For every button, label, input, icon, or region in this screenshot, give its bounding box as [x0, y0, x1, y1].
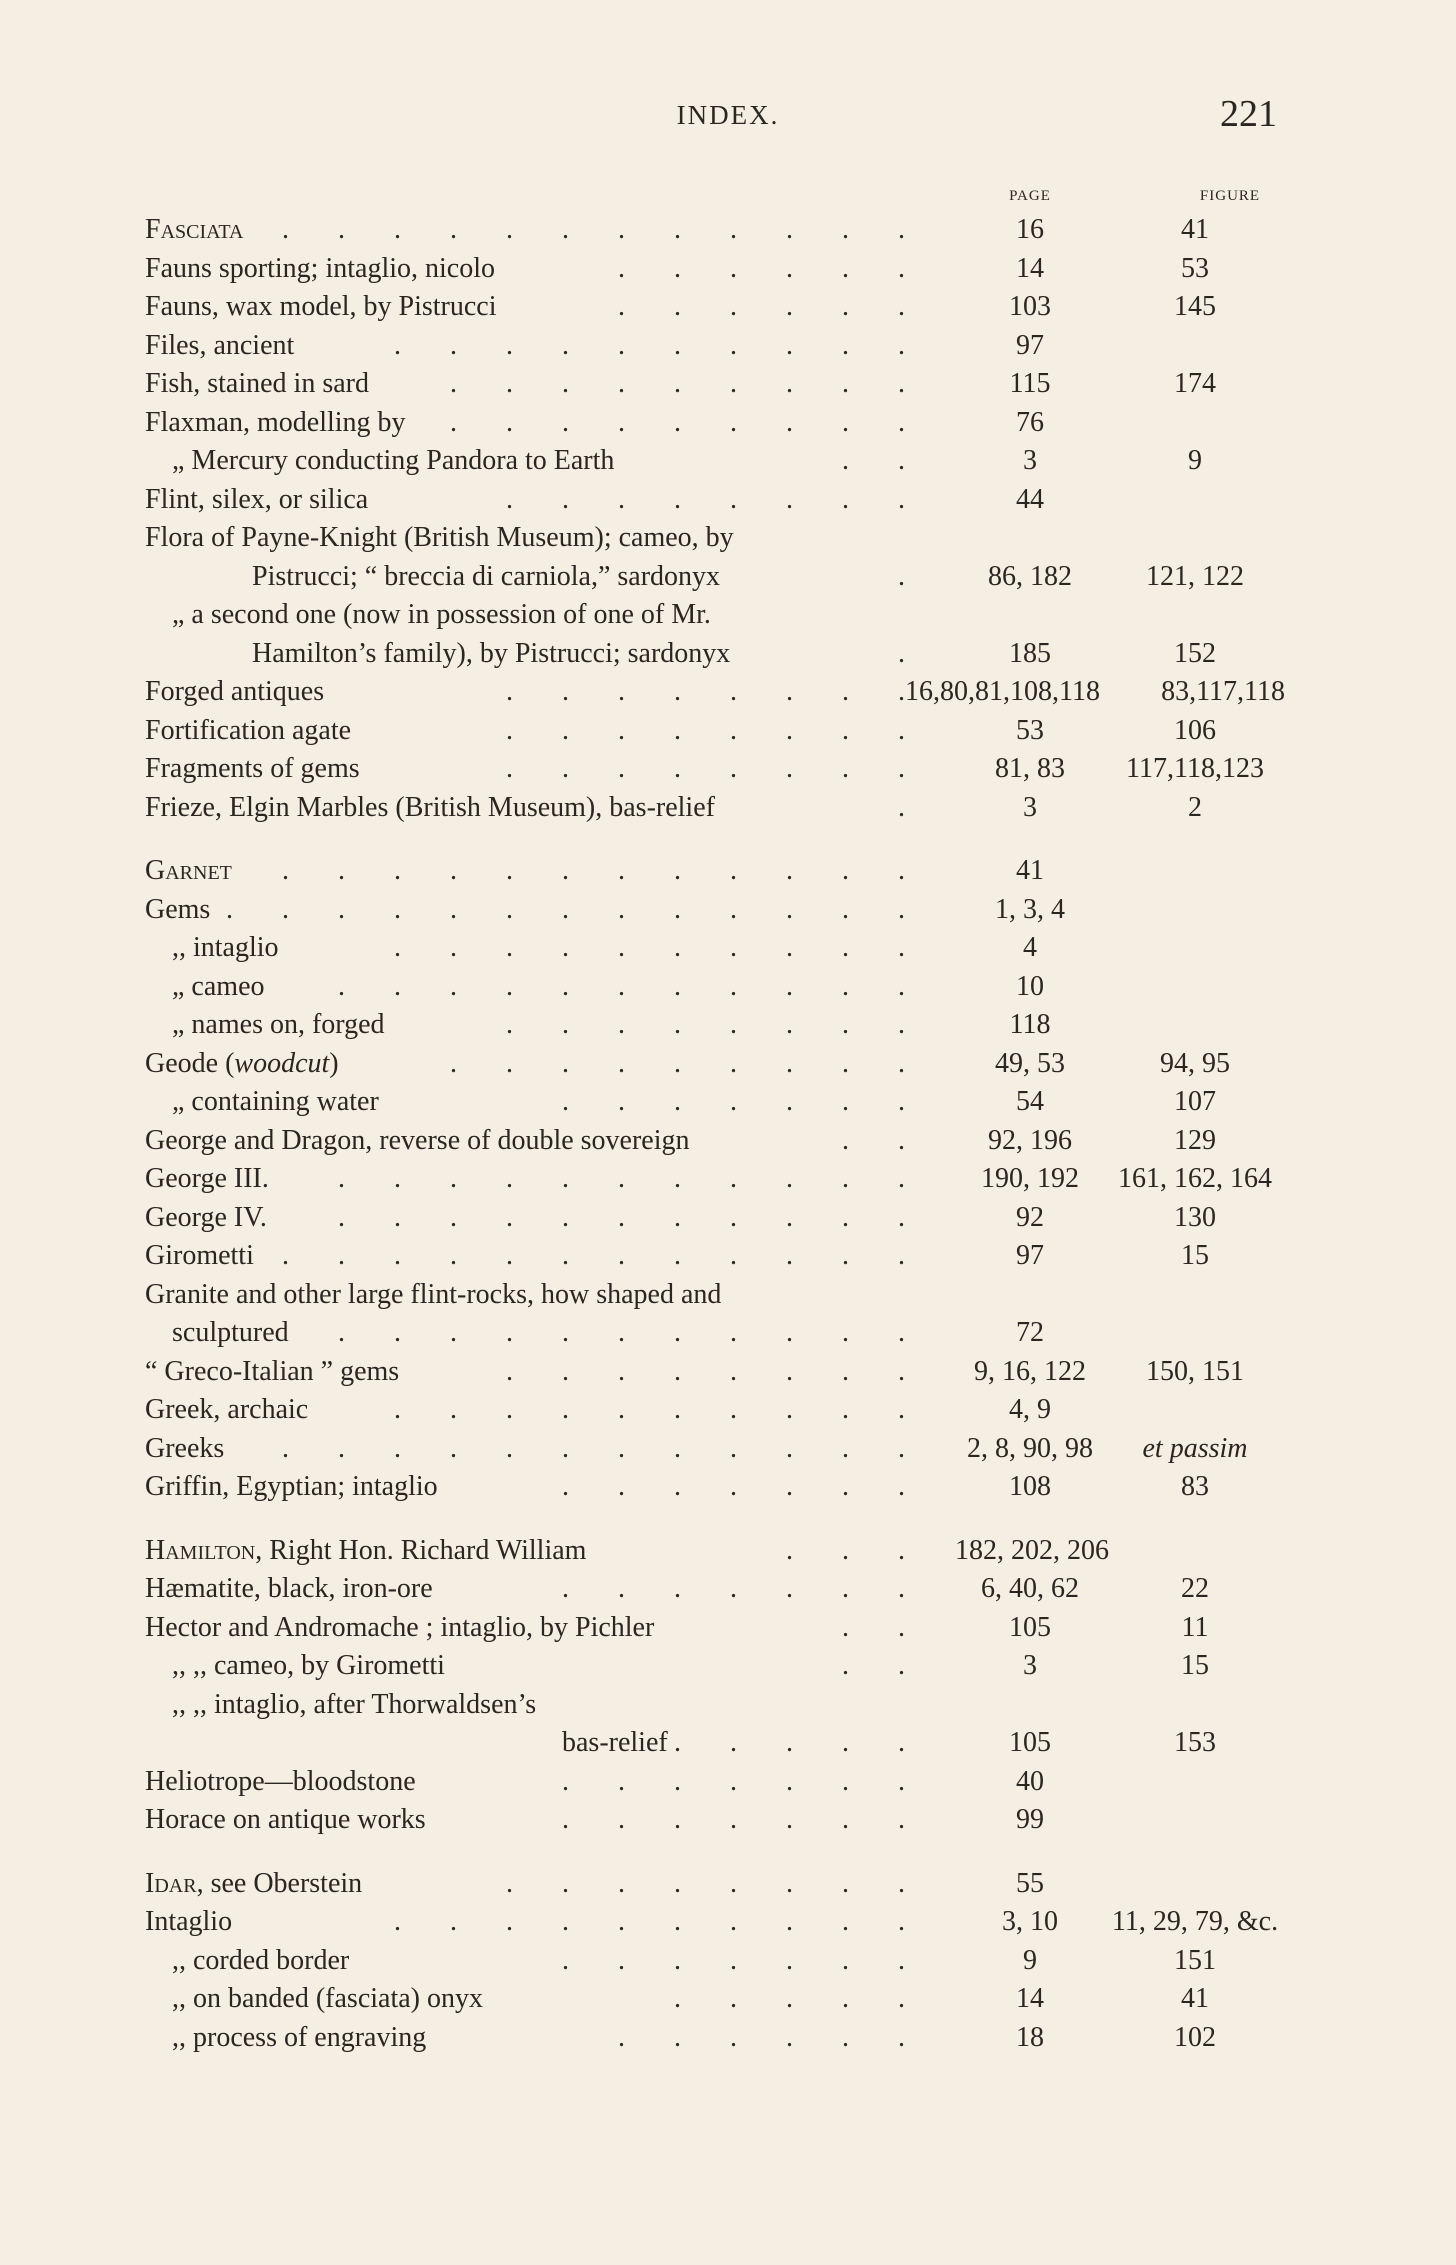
- page-reference: 81, 83: [995, 753, 1065, 784]
- entry-text: Hæmatite, black, iron-ore: [145, 1573, 433, 1604]
- entry-text: ,, intaglio: [172, 932, 279, 963]
- index-entry: [0, 1865, 1456, 1904]
- figure-reference: 41: [1181, 214, 1209, 245]
- leader-dots: . . . . . .: [618, 291, 926, 322]
- entry-text: Girometti: [145, 1240, 254, 1271]
- entry-text: Geode (woodcut): [145, 1047, 339, 1079]
- figure-reference: 106: [1174, 714, 1216, 746]
- figure-reference: 11: [1181, 1611, 1209, 1643]
- entry-text: George IV.: [145, 1201, 267, 1233]
- page-reference: 190, 192: [981, 1163, 1079, 1194]
- entry-text: „ cameo: [172, 970, 265, 1002]
- leader-dots: . .: [842, 1124, 926, 1156]
- index-entry: [0, 1353, 1456, 1392]
- entry-text: Frieze, Elgin Marbles (British Museum), bas-relief: [145, 791, 715, 823]
- entry-text: Heliotrope—bloodstone: [145, 1765, 416, 1797]
- entry-text: ,, ,, cameo, by Girometti: [172, 1650, 445, 1681]
- figure-reference: 11, 29, 79, &c.: [1111, 1906, 1279, 1937]
- index-entry: [0, 481, 1456, 520]
- entry-text: Forged antiques: [145, 676, 325, 707]
- entry-text: Griffin, Egyptian; intaglio: [145, 1471, 438, 1502]
- page-reference: 115: [1009, 368, 1051, 399]
- column-headings: [0, 188, 1456, 208]
- leader-dots: .: [898, 791, 926, 823]
- page-reference: 86, 182: [988, 560, 1072, 592]
- page-reference: 76: [1016, 406, 1044, 438]
- page-reference: 4, 9: [1009, 1394, 1051, 1425]
- section-gap: [0, 1507, 1456, 1532]
- leader-dots: . . . . . . . . . .: [394, 1394, 926, 1425]
- figure-reference: 94, 95: [1160, 1047, 1230, 1079]
- page-reference: 92: [1016, 1201, 1044, 1233]
- page-reference: 3, 10: [1002, 1906, 1058, 1937]
- index-entry: [0, 712, 1456, 751]
- leader-dots: . . . . . . . . . .: [394, 932, 926, 963]
- page-reference: 6, 40, 62: [981, 1573, 1079, 1604]
- index-entry: [0, 211, 1456, 250]
- figure-reference: 15: [1181, 1650, 1209, 1681]
- figure-reference: 83: [1181, 1471, 1209, 1502]
- page-reference: 53: [1016, 714, 1044, 746]
- index-entry: [0, 1686, 1456, 1725]
- leader-dots: . . . . .: [674, 1727, 926, 1758]
- leader-dots: . . . . . . . . . . .: [338, 1201, 926, 1233]
- leader-dots: .: [898, 560, 926, 592]
- index-entry: [0, 1391, 1456, 1430]
- leader-dots: . .: [842, 1611, 926, 1643]
- figure-reference: 41: [1181, 1983, 1209, 2014]
- index-entry: [0, 596, 1456, 635]
- leader-dots: . . . . . . . .: [506, 676, 926, 707]
- leader-dots: . . . . . . .: [562, 1804, 926, 1835]
- leader-dots: . . . . . .: [618, 252, 926, 284]
- index-entry: [0, 1276, 1456, 1315]
- page-reference: 54: [1016, 1086, 1044, 1117]
- entry-text: George and Dragon, reverse of double sovereign: [145, 1124, 690, 1156]
- index-entry: [0, 929, 1456, 968]
- page-reference: 49, 53: [995, 1047, 1065, 1079]
- leader-dots: . . . . . . . . .: [450, 368, 926, 399]
- figure-reference: 161, 162, 164: [1118, 1163, 1272, 1194]
- figure-reference: 153: [1174, 1727, 1216, 1758]
- entry-text: Garnet: [145, 855, 232, 886]
- entry-text: ,, ,, intaglio, after Thorwaldsen’s: [172, 1688, 537, 1720]
- figure-reference: 130: [1174, 1201, 1216, 1233]
- index-entries: [0, 211, 1456, 2057]
- page-reference: 3: [1023, 1650, 1037, 1681]
- figure-reference: 174: [1174, 368, 1216, 399]
- leader-dots: . . . . . . . .: [506, 753, 926, 784]
- entry-text: Intaglio: [145, 1906, 233, 1937]
- page-reference: 72: [1016, 1317, 1044, 1348]
- figure-reference: 152: [1174, 637, 1216, 669]
- page-reference: 41: [1016, 855, 1044, 886]
- entry-text: „ names on, forged: [172, 1009, 385, 1040]
- figure-reference: 145: [1174, 291, 1216, 322]
- figure-reference: 2: [1188, 791, 1202, 823]
- entry-text: ,, process of engraving: [172, 2021, 427, 2053]
- entry-text: Files, ancient: [145, 329, 295, 361]
- entry-text: Fauns, wax model, by Pistrucci: [145, 291, 497, 322]
- figure-reference: 107: [1174, 1086, 1216, 1117]
- index-entry: [0, 1647, 1456, 1686]
- index-entry: [0, 750, 1456, 789]
- page-reference: 9, 16, 122: [974, 1355, 1086, 1387]
- entry-text: Fortification agate: [145, 714, 352, 746]
- entry-text: „ containing water: [172, 1086, 379, 1117]
- leader-dots: . .: [842, 445, 926, 476]
- entry-text: George III.: [145, 1163, 269, 1194]
- entry-text: Gems: [145, 893, 211, 925]
- leader-dots: . . . . . . .: [562, 1765, 926, 1797]
- index-entry: [0, 519, 1456, 558]
- figure-reference: 53: [1181, 252, 1209, 284]
- leader-dots: . . . . . . . .: [506, 1867, 926, 1899]
- entry-text: Hamilton, Right Hon. Richard William: [145, 1534, 587, 1566]
- figure-reference: 22: [1181, 1573, 1209, 1604]
- entry-text: Greek, archaic: [145, 1394, 309, 1425]
- page-number: 221: [1220, 93, 1277, 135]
- index-entry: [0, 1801, 1456, 1840]
- index-entry: [0, 365, 1456, 404]
- entry-text: „ a second one (now in possession of one of Mr.: [172, 599, 711, 630]
- entry-text: Fragments of gems: [145, 753, 360, 784]
- leader-dots: . . . . .: [674, 1983, 926, 2014]
- figure-reference: 83,117,118: [1161, 676, 1285, 707]
- index-entry: [0, 327, 1456, 366]
- entry-text: Granite and other large flint-rocks, how shaped and: [145, 1278, 722, 1310]
- leader-dots: . . . . . . . . . . . .: [282, 1240, 926, 1271]
- index-entry: [0, 789, 1456, 828]
- index-entry: [0, 1570, 1456, 1609]
- page-reference: 40: [1016, 1765, 1044, 1797]
- index-entry: [0, 442, 1456, 481]
- page-reference: 182, 202, 206: [955, 1534, 1109, 1566]
- index-entry: [0, 1160, 1456, 1199]
- entry-text: Flora of Payne-Knight (British Museum); cameo, by: [145, 522, 734, 553]
- entry-text: Fasciata: [145, 214, 244, 245]
- section-gap: [0, 1840, 1456, 1865]
- entry-text: ,, on banded (fasciata) onyx: [172, 1983, 483, 2014]
- index-entry: [0, 250, 1456, 289]
- entry-text: ,, corded border: [172, 1944, 350, 1976]
- figure-reference: 129: [1174, 1124, 1216, 1156]
- page-reference: 44: [1016, 483, 1044, 515]
- index-entry: [0, 1942, 1456, 1981]
- index-entry: [0, 1763, 1456, 1802]
- page-reference: 14: [1016, 1983, 1044, 2014]
- page-reference: 2, 8, 90, 98: [967, 1432, 1093, 1464]
- leader-dots: . . . . . . . .: [506, 1355, 926, 1387]
- entry-text: Idar, see Oberstein: [145, 1867, 363, 1899]
- index-entry: [0, 1006, 1456, 1045]
- page-column-heading: PAGE: [1009, 188, 1051, 204]
- leader-dots: .: [898, 637, 926, 669]
- leader-dots: . . . . . . . . . . .: [338, 1317, 926, 1348]
- index-entry: [0, 635, 1456, 674]
- figure-reference: 151: [1174, 1944, 1216, 1976]
- entry-text: Fauns sporting; intaglio, nicolo: [145, 252, 495, 284]
- leader-dots: . . . . . . . . .: [450, 1047, 926, 1079]
- page-reference: 92, 196: [988, 1124, 1072, 1156]
- index-entry: [0, 1609, 1456, 1648]
- entry-text: sculptured: [172, 1317, 289, 1348]
- page-reference: 108: [1009, 1471, 1051, 1502]
- page-reference: 14: [1016, 252, 1044, 284]
- running-head: INDEX.: [676, 100, 780, 130]
- figure-reference: 15: [1181, 1240, 1209, 1271]
- leader-dots: . . . . . . .: [562, 1471, 926, 1502]
- index-entry: [0, 891, 1456, 930]
- index-entry: [0, 558, 1456, 597]
- index-entry: [0, 1980, 1456, 2019]
- page-reference: 1, 3, 4: [995, 893, 1065, 925]
- page-reference: 97: [1016, 1240, 1044, 1271]
- index-entry: [0, 1199, 1456, 1238]
- page-reference: 16: [1016, 214, 1044, 245]
- index-entry: [0, 1314, 1456, 1353]
- page-reference: 9: [1023, 1944, 1037, 1976]
- page-reference: 18: [1016, 2021, 1044, 2053]
- figure-reference: 9: [1188, 445, 1202, 476]
- leader-dots: . . . . . . . . . . . .: [282, 1432, 926, 1464]
- leader-dots: . .: [842, 1650, 926, 1681]
- leader-dots: . . . . . . . . . . . . .: [226, 893, 926, 925]
- figure-reference: 117,118,123: [1126, 753, 1264, 784]
- index-entry: [0, 852, 1456, 891]
- index-entry: [0, 1045, 1456, 1084]
- leader-dots: . . . . . . . . .: [450, 406, 926, 438]
- leader-dots: . . . . . . . . . . . .: [282, 214, 926, 245]
- leader-dots: . . . . . . . . . .: [394, 1906, 926, 1937]
- index-entry: [0, 1237, 1456, 1276]
- page-reference: 99: [1016, 1804, 1044, 1835]
- leader-dots: . . . . . . .: [562, 1944, 926, 1976]
- entry-text: Pistrucci; “ breccia di carniola,” sardonyx: [252, 560, 721, 592]
- page-reference: 105: [1009, 1611, 1051, 1643]
- leader-dots: . . . . . . . . . . . .: [282, 855, 926, 886]
- entry-text: Hamilton’s family), by Pistrucci; sardonyx: [252, 637, 731, 669]
- leader-dots: . . . . . . . .: [506, 714, 926, 746]
- figure-reference: 150, 151: [1146, 1355, 1244, 1387]
- index-entry: [0, 1430, 1456, 1469]
- index-entry: [0, 1903, 1456, 1942]
- leader-dots: . . . . . .: [618, 2021, 926, 2053]
- figure-column-heading: FIGURE: [1199, 188, 1261, 204]
- entry-text: Hector and Andromache ; intaglio, by Pichler: [145, 1611, 655, 1643]
- leader-dots: . . . . . . .: [562, 1086, 926, 1117]
- leader-dots: . . . . . . .: [562, 1573, 926, 1604]
- page-reference: 103: [1009, 291, 1051, 322]
- entry-text: “ Greco-Italian ” gems: [145, 1355, 400, 1387]
- index-entry: [0, 1122, 1456, 1161]
- index-entry: [0, 673, 1456, 712]
- leader-dots: . . .: [786, 1534, 926, 1566]
- figure-reference: 121, 122: [1146, 560, 1244, 592]
- figure-reference: 102: [1174, 2021, 1216, 2053]
- section-gap: [0, 827, 1456, 852]
- index-entry: [0, 968, 1456, 1007]
- entry-text: bas-relief: [562, 1727, 668, 1758]
- page-reference: 118: [1009, 1009, 1051, 1040]
- entry-text: Fish, stained in sard: [145, 368, 369, 399]
- page-reference: 55: [1016, 1867, 1044, 1899]
- index-entry: [0, 2019, 1456, 2058]
- index-entry: [0, 1724, 1456, 1763]
- entry-text: Greeks: [145, 1432, 225, 1464]
- page-reference: 3: [1023, 791, 1037, 823]
- page-reference: 4: [1023, 932, 1037, 963]
- entry-text: Flaxman, modelling by: [145, 406, 406, 438]
- page-reference: 105: [1009, 1727, 1051, 1758]
- leader-dots: . . . . . . . . . . .: [338, 1163, 926, 1194]
- page-reference: 10: [1016, 970, 1044, 1002]
- entry-text: „ Mercury conducting Pandora to Earth: [172, 445, 615, 476]
- leader-dots: . . . . . . . . . . .: [338, 970, 926, 1002]
- index-entry: [0, 1468, 1456, 1507]
- index-entry: [0, 404, 1456, 443]
- leader-dots: . . . . . . . . . .: [394, 329, 926, 361]
- index-entry: [0, 288, 1456, 327]
- leader-dots: . . . . . . . .: [506, 1009, 926, 1040]
- index-entry: [0, 1083, 1456, 1122]
- entry-text: Horace on antique works: [145, 1804, 426, 1835]
- page-reference: 16,80,81,108,118: [905, 676, 1100, 707]
- index-entry: [0, 1532, 1456, 1571]
- leader-dots: . . . . . . . .: [506, 483, 926, 515]
- figure-reference: et passim: [1142, 1432, 1248, 1464]
- page-reference: 185: [1009, 637, 1051, 669]
- page-reference: 3: [1023, 445, 1037, 476]
- entry-text: Flint, silex, or silica: [145, 483, 369, 515]
- page-reference: 97: [1016, 329, 1044, 361]
